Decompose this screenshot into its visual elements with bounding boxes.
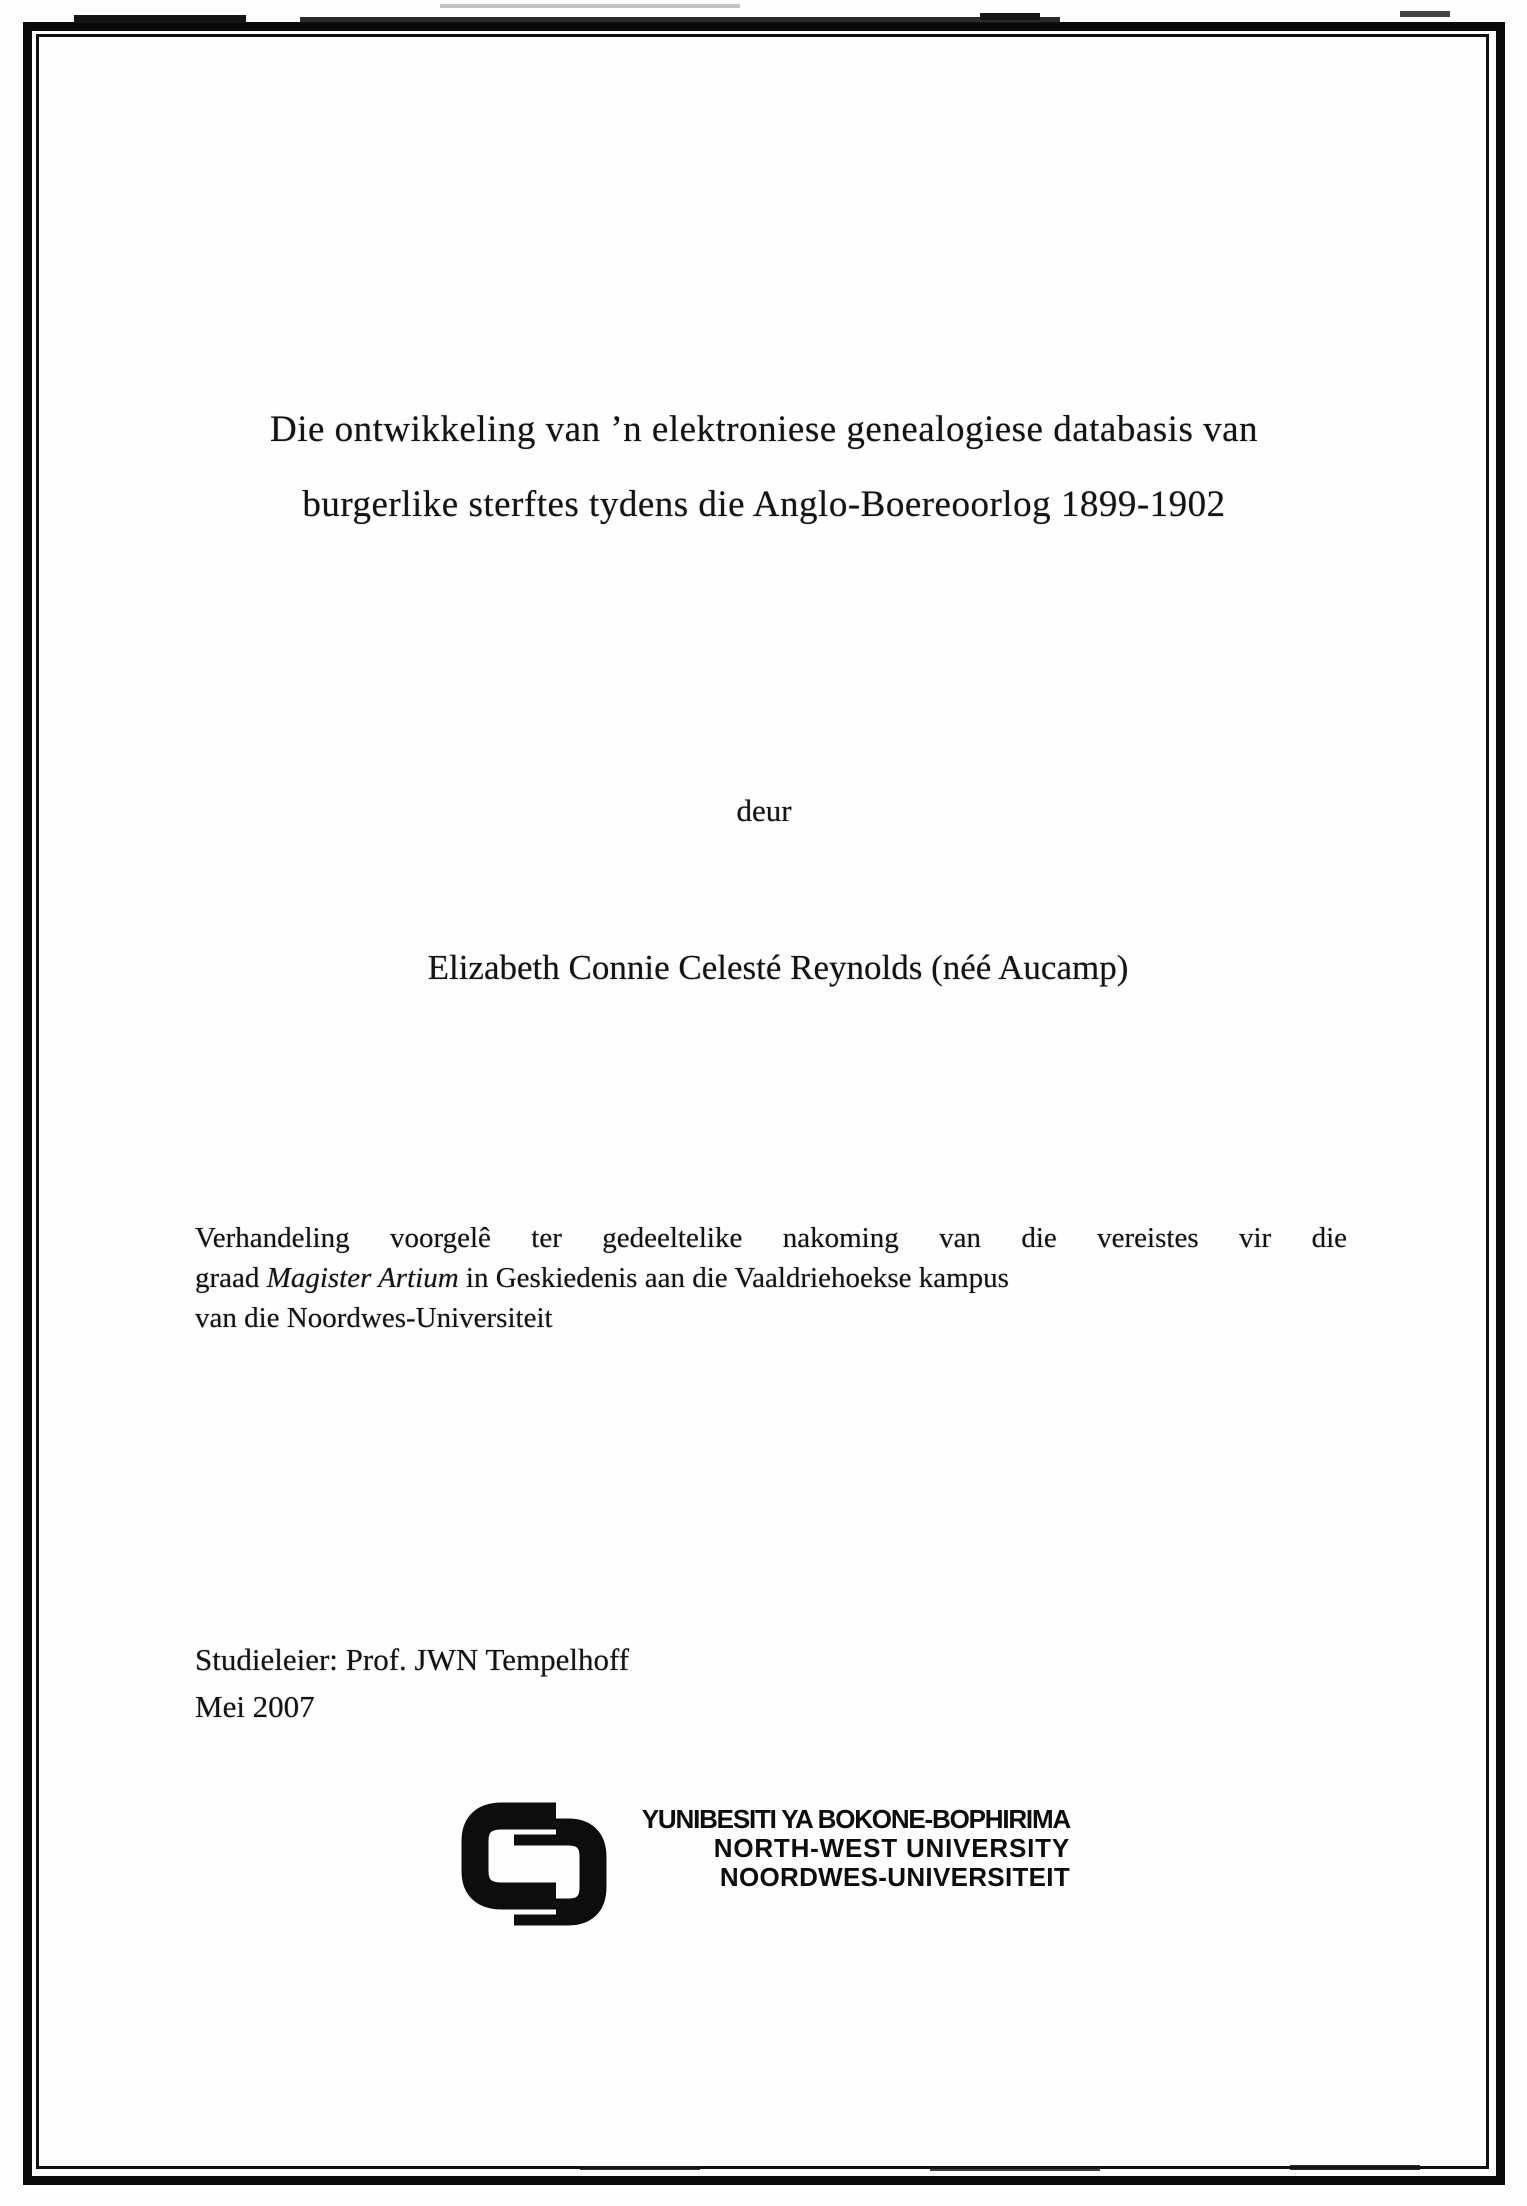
logo-text-english: NORTH-WEST UNIVERSITY (713, 1833, 1070, 1863)
supervisor-block (195, 1636, 1095, 1730)
supervisor-line: Studieleier: Prof. JWN Tempelhoff (195, 1642, 630, 1677)
scan-artifact (980, 13, 1040, 20)
logo-text-setswana: YUNIBESITI YA BOKONE-BOPHIRIMA (641, 1804, 1070, 1834)
university-logo (458, 1797, 1078, 1937)
thesis-statement (195, 1218, 1347, 1338)
scan-artifact (1400, 11, 1450, 17)
scan-artifact (580, 2166, 700, 2170)
logo-text-afrikaans: NOORDWES-UNIVERSITEIT (719, 1862, 1070, 1892)
byline-label: deur (736, 793, 792, 828)
date-line: Mei 2007 (195, 1689, 315, 1724)
thesis-title-line1: Die ontwikkeling van ’n elektroniese genealogiese databasis van (269, 409, 1259, 450)
thesis-statement-line3: van die Noordwes-Universiteit (195, 1302, 553, 1334)
thesis-statement-line2 (195, 1258, 1347, 1298)
university-logo-text (592, 1805, 1070, 1892)
statement-line2-pre: graad (195, 1262, 267, 1294)
author-name: Elizabeth Connie Celesté Reynolds (néé Aucamp) (427, 948, 1129, 987)
scan-artifact (440, 4, 740, 8)
scan-artifact (1290, 2165, 1420, 2170)
statement-line2-post: in Geskiedenis aan die Vaaldriehoekse kampus (458, 1262, 1009, 1294)
thesis-title-line2: burgerlike sterftes tydens die Anglo-Boereoorlog 1899-1902 (302, 484, 1226, 525)
scan-artifact (74, 15, 246, 23)
thesis-statement-line1: Verhandeling voorgelê ter gedeeltelike nakoming van die vereistes vir die (195, 1222, 1347, 1254)
interlocking-links-icon (458, 1799, 610, 1929)
scan-artifact (930, 2167, 1100, 2171)
thesis-title (188, 392, 1340, 542)
scan-artifact (300, 17, 1060, 23)
degree-name-italic: Magister Artium (266, 1262, 459, 1294)
